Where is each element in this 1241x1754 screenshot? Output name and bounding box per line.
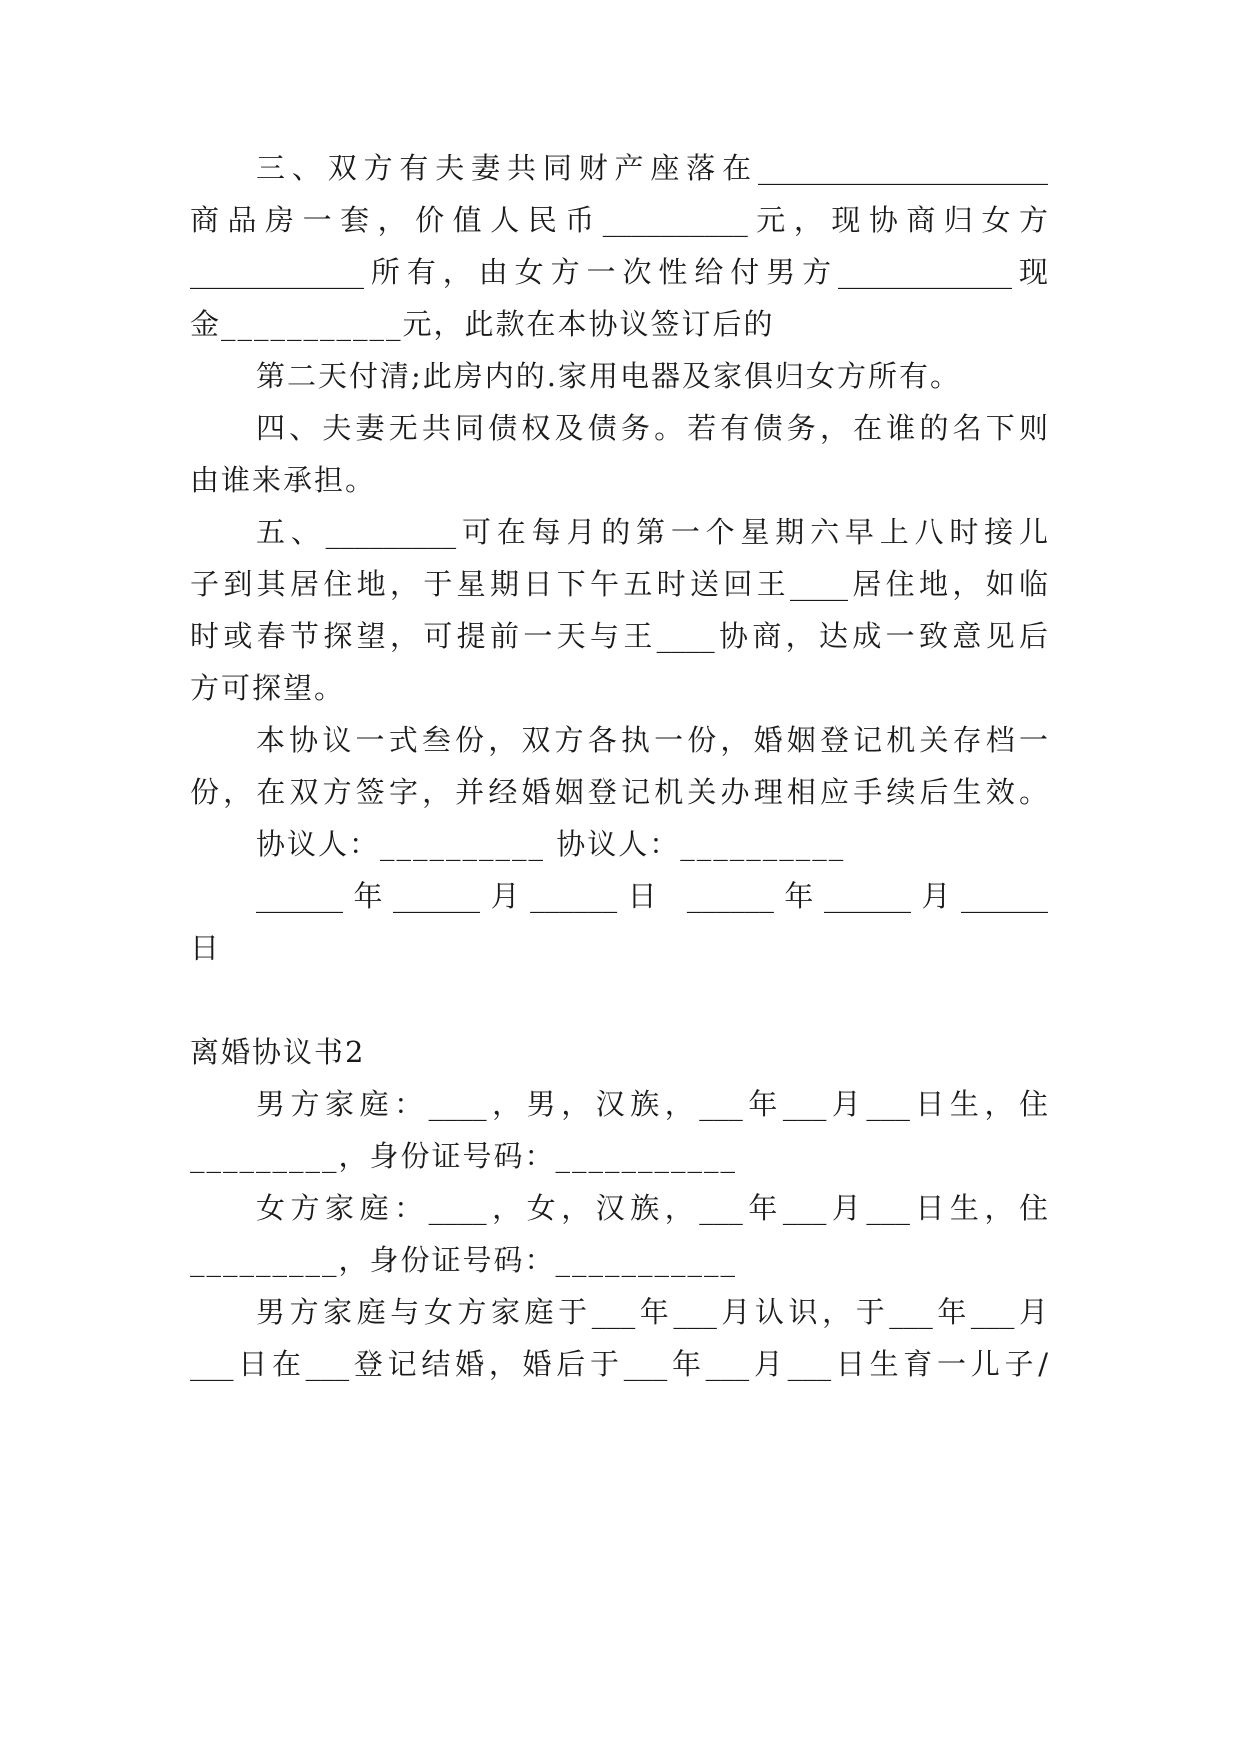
clause-3-line-5: 第二天付清;此房内的.家用电器及家俱归女方所有。 bbox=[256, 359, 961, 393]
clause-4-line-2: 由谁来承担。 bbox=[190, 463, 377, 497]
female-party-line-1: 女方家庭：____，女，汉族，___年___月___日生，住 bbox=[256, 1191, 1048, 1225]
male-party-line-1: 男方家庭：____，男，汉族，___年___月___日生，住 bbox=[256, 1087, 1048, 1121]
signatories-line: 协议人：__________ 协议人：__________ bbox=[256, 827, 846, 861]
copies-line-1: 本协议一式叁份，双方各执一份，婚姻登记机关存档一 bbox=[256, 723, 1048, 757]
clause-3-line-3: ____________所有，由女方一次性给付男方____________现 bbox=[190, 255, 1048, 289]
male-party-line-2: _________，身份证号码：___________ bbox=[190, 1139, 738, 1173]
marriage-line-1: 男方家庭与女方家庭于___年___月认识，于___年___月 bbox=[256, 1295, 1048, 1329]
date-line-end: 日 bbox=[190, 931, 222, 965]
clause-5-line-4: 方可探望。 bbox=[190, 671, 346, 705]
copies-line-2: 份，在双方签字，并经婚姻登记机关办理相应手续后生效。 bbox=[190, 775, 1048, 809]
female-party-line-2: _________，身份证号码：___________ bbox=[190, 1243, 738, 1277]
clause-5-line-3: 时或春节探望，可提前一天与王____协商，达成一致意见后 bbox=[190, 619, 1048, 653]
section-title: 离婚协议书2 bbox=[190, 1035, 366, 1069]
clause-3-line-2: 商品房一套，价值人民币__________元，现协商归女方 bbox=[190, 203, 1048, 237]
date-line: ______年______月______日 ______年______月______ bbox=[256, 879, 1048, 913]
clause-3-line-1: 三、双方有夫妻共同财产座落在____________________ bbox=[256, 151, 1048, 185]
clause-4-line-1: 四、夫妻无共同债权及债务。若有债务，在谁的名下则 bbox=[256, 411, 1048, 445]
clause-5-line-1: 五、_________可在每月的第一个星期六早上八时接儿 bbox=[256, 515, 1048, 549]
marriage-line-2: ___日在___登记结婚，婚后于___年___月___日生育一儿子/ bbox=[190, 1347, 1048, 1381]
clause-5-line-2: 子到其居住地，于星期日下午五时送回王____居住地，如临 bbox=[190, 567, 1048, 601]
clause-3-line-4: 金___________元，此款在本协议签订后的 bbox=[190, 307, 775, 341]
